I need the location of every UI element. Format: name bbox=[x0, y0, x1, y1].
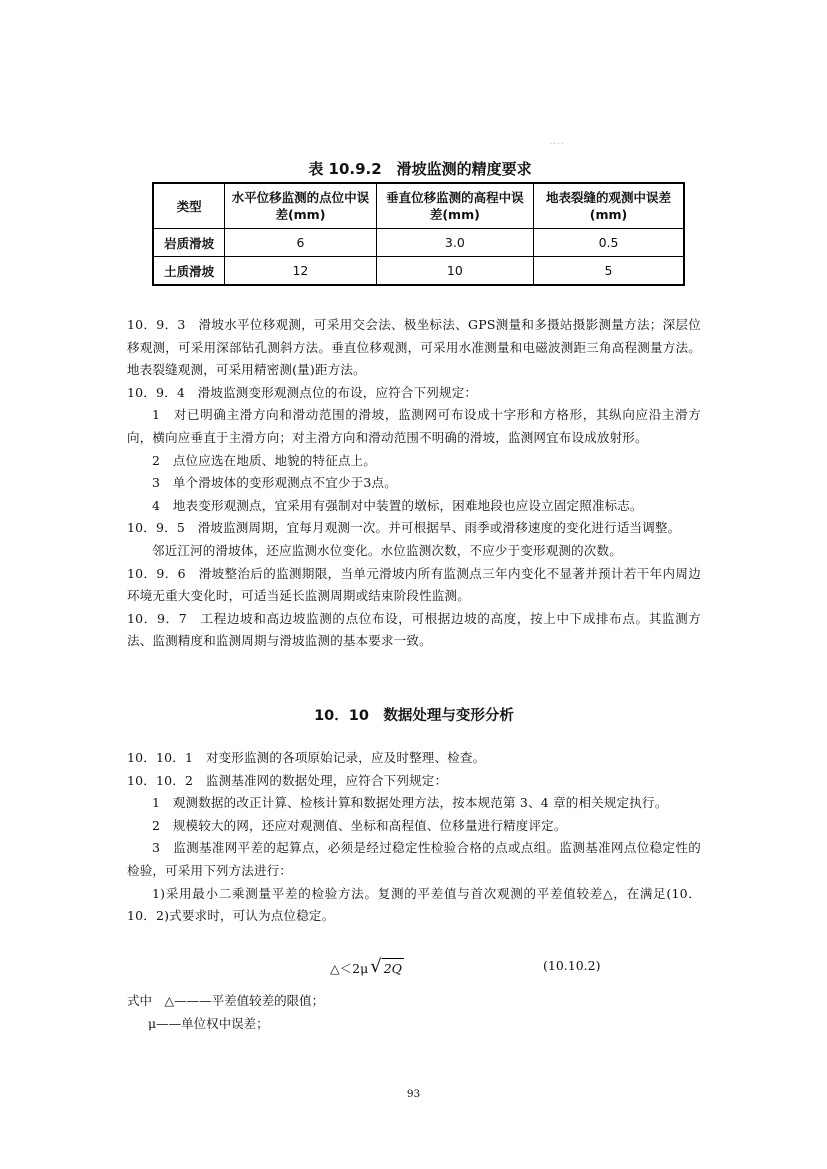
formula-row bbox=[127, 956, 701, 982]
table-cell: 3.0 bbox=[376, 229, 533, 257]
body-text-block-2 bbox=[127, 747, 701, 928]
paragraph: 10．10．1 对变形监测的各项原始记录，应及时整理、检查。 bbox=[127, 750, 486, 765]
table-row-label: 岩质滑坡 bbox=[153, 229, 225, 257]
paragraph: 1 对已明确主滑方向和滑动范围的滑坡，监测网可布设成十字形和方格形，其纵向应沿主滑方向，横向应垂直于主滑方向；对主滑方向和滑动范围不明确的滑坡，监测网宜布设成放射形。 bbox=[127, 407, 701, 445]
paragraph: 10．9．7 工程边坡和高边坡监测的点位布设，可根据边坡的高度，按上中下成排布点。其监测方法、监测精度和监测周期与滑坡监测的基本要求一致。 bbox=[127, 610, 701, 649]
table-header-cell: 地表裂缝的观测中误差(mm) bbox=[534, 183, 684, 229]
table-row-label: 土质滑坡 bbox=[153, 257, 225, 286]
table-row bbox=[153, 229, 684, 257]
paragraph: 10．10．2 监测基准网的数据处理，应符合下列规定： bbox=[127, 772, 448, 788]
paragraph: 10．9．5 滑坡监测周期，宜每月观测一次。并可根据旱、雨季或滑移速度的变化进行适当调整。 bbox=[127, 520, 681, 536]
paragraph: 1)采用最小二乘测量平差的检验方法。复测的平差值与首次观测的平差值较差△，在满足(10．10．2)式要求时，可认为点位稳定。 bbox=[127, 885, 701, 924]
precision-table bbox=[152, 182, 685, 286]
table-cell: 12 bbox=[225, 257, 376, 286]
where-line: 式中 △———平差值较差的限值； bbox=[127, 993, 325, 1008]
paragraph: 4 地表变形观测点，宜采用有强制对中装置的墩标，困难地段也应设立固定照准标志。 bbox=[152, 497, 643, 513]
paragraph: 1 观测数据的改正计算、检核计算和数据处理方法，按本规范第 3、4 章的相关规定执行。 bbox=[152, 795, 668, 811]
precision-table-container bbox=[152, 182, 685, 286]
table-header-cell: 水平位移监测的点位中误差(mm) bbox=[225, 183, 376, 229]
table-cell: 0.5 bbox=[534, 229, 684, 257]
table-row bbox=[153, 257, 684, 286]
paragraph: 2 规模较大的网，还应对观测值、坐标和高程值、位移量进行精度评定。 bbox=[152, 817, 567, 833]
paragraph: 10．9．4 滑坡监测变形观测点位的布设，应符合下列规定： bbox=[127, 384, 478, 400]
formula-number: (10.10.2) bbox=[543, 958, 601, 973]
table-cell: 5 bbox=[534, 257, 684, 286]
radicand: 2Q bbox=[382, 958, 404, 979]
scan-artifact: · · · · bbox=[550, 141, 564, 148]
table-cell: 10 bbox=[376, 257, 533, 286]
table-header-row bbox=[153, 183, 684, 229]
table-header-cell: 垂直位移监测的高程中误差(mm) bbox=[376, 183, 533, 229]
formula bbox=[330, 956, 404, 979]
radical-sign-icon: √ bbox=[370, 956, 382, 977]
table-cell: 6 bbox=[225, 229, 376, 257]
paragraph: 10．9．6 滑坡整治后的监测期限，当单元滑坡内所有监测点三年内变化不显著并预计若干年内周边环境无重大变化时，可适当延长监测周期或结束阶段性监测。 bbox=[127, 565, 701, 604]
where-line: μ——单位权中误差； bbox=[148, 1015, 269, 1031]
paragraph: 邻近江河的滑坡体，还应监测水位变化。水位监测次数，不应少于变形观测的次数。 bbox=[152, 542, 622, 558]
table-caption: 表 10.9.2 滑坡监测的精度要求 bbox=[308, 160, 532, 178]
paragraph: 3 单个滑坡体的变形观测点不宜少于3点。 bbox=[152, 475, 397, 491]
paragraph: 3 监测基准网平差的起算点，必须是经过稳定性检验合格的点或点组。监测基准网点位稳定性的检验，可采用下列方法进行： bbox=[127, 840, 701, 878]
paragraph: 10．9．3 滑坡水平位移观测，可采用交会法、极坐标法、GPS测量和多摄站摄影测量方法；深层位移观测，可采用深部钻孔测斜方法。垂直位移观测，可采用水准测量和电磁波测距三角高程测量方法。地表裂缝观测，可采用精密测(量)距方法。 bbox=[127, 317, 701, 378]
formula-left-side: △＜2μ bbox=[330, 960, 369, 976]
page-number: 93 bbox=[406, 1088, 421, 1100]
section-title: 10．10 数据处理与变形分析 bbox=[314, 708, 514, 724]
body-text-block-1 bbox=[127, 314, 701, 653]
paragraph: 2 点位应选在地质、地貌的特征点上。 bbox=[152, 452, 377, 468]
table-header-cell: 类型 bbox=[153, 183, 225, 229]
square-root bbox=[370, 956, 404, 979]
where-clause bbox=[127, 990, 701, 1035]
